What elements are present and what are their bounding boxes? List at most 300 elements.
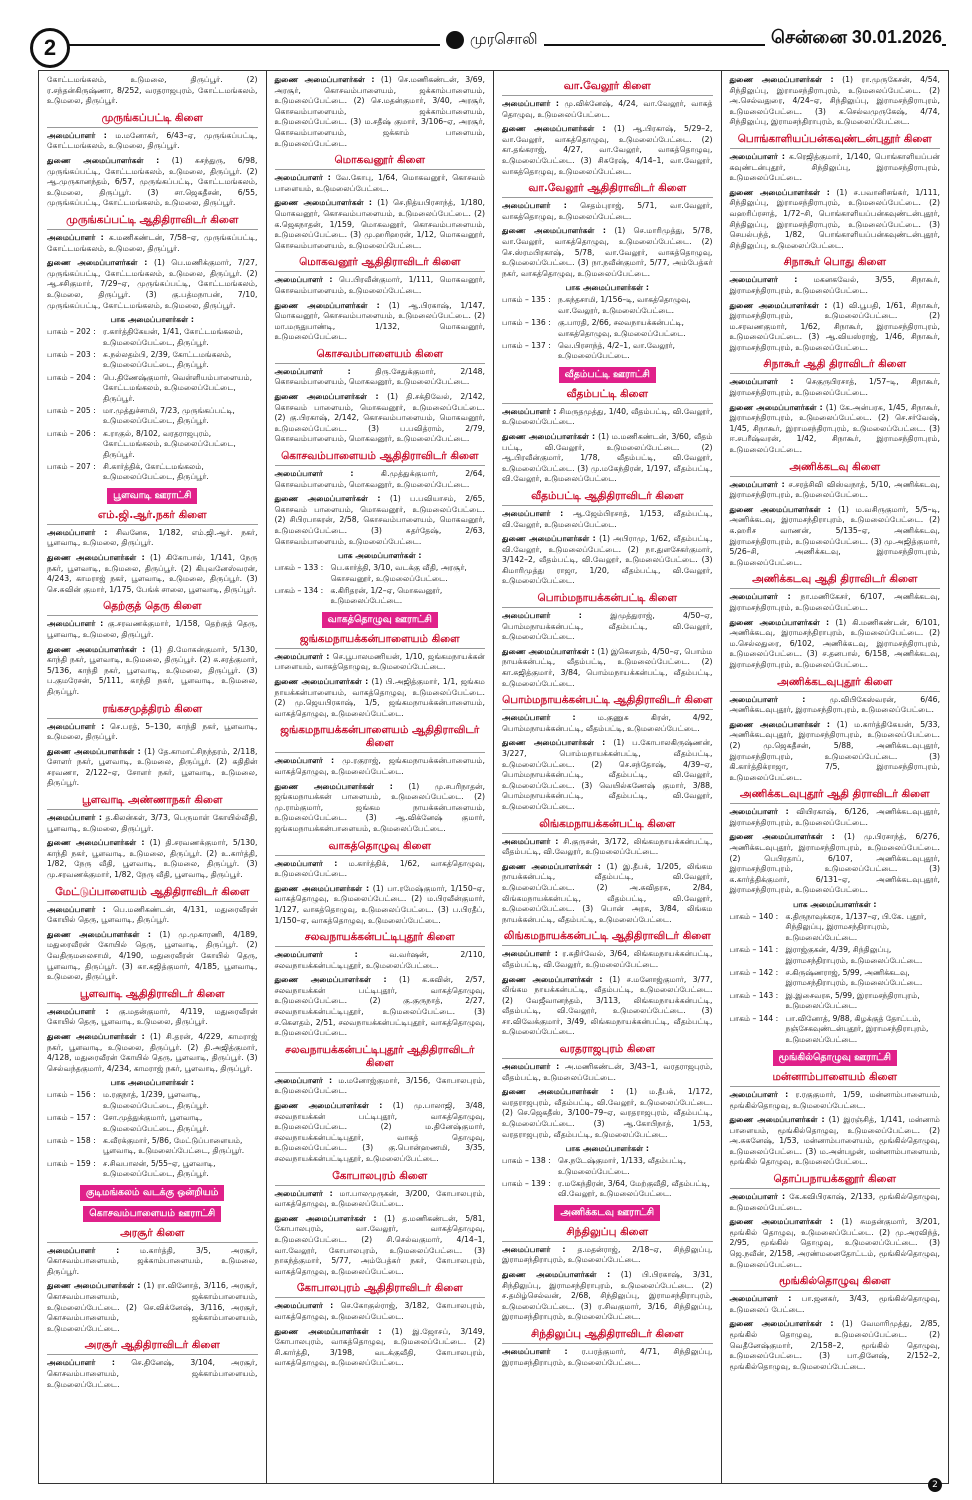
role-label: துணை அமைப்பாளர்கள் : xyxy=(47,258,154,268)
role-label: அமைப்பாளர் : xyxy=(274,651,333,661)
role-label: துணை அமைப்பாளர்கள் : xyxy=(274,392,388,402)
organizer-paragraph xyxy=(730,505,941,569)
role-label: துணை அமைப்பாளர்கள் : xyxy=(47,1281,144,1291)
role-label: துணை அமைப்பாளர்கள் : xyxy=(502,124,614,134)
organizer-paragraph xyxy=(47,645,258,698)
branch-heading: ஜங்கமநாயக்கன்பாளையம் ஆதிதிராவிடர் கிளை xyxy=(275,724,486,753)
section-banner: வீதம்பட்டி ஊராட்சி xyxy=(559,367,656,383)
role-label: துணை அமைப்பாளர்கள் : xyxy=(729,402,826,412)
role-label: அமைப்பாளர் : xyxy=(47,130,116,140)
organizer-text: ர.பரத்குமார், 4/71, சிந்திலுப்பு, இராமசந்திராபுரம், உடுமலைப்பேட்டை. xyxy=(502,1347,713,1367)
organizer-paragraph xyxy=(730,275,941,296)
role-label: துணை அமைப்பாளர்கள் : xyxy=(729,300,833,310)
booth-row xyxy=(730,991,941,1012)
organizer-text: நா.மணிகேசர், 6/107, அணிக்கடவு, இராமசந்திராபுரம், உடுமலைப்பேட்டை. xyxy=(729,592,940,612)
organizer-paragraph xyxy=(47,1032,258,1074)
organizer-paragraph xyxy=(47,75,258,107)
organizer-text: வே.கோபு, 1/64, மொகவனூர், கொசவம் பாளையம், உடுமலைப்பேட்டை. xyxy=(274,173,485,193)
booth-number: பாகம் – 205 : xyxy=(47,405,96,415)
organizer-text: பெ.பிரவீன்குமார், 1/111, மொகவனூர், கொசவம்பாளையம், உடுமலைப்பேட்டை. xyxy=(274,275,486,295)
booth-organizer: சு.நல்லதம்பி, 2/39, கோட்டமங்கலம், உடுமலைப்பேட்டை, திருப்பூர். xyxy=(103,349,232,370)
organizer-paragraph xyxy=(502,407,713,428)
branch-heading: மூங்கில்தொழுவு கிளை xyxy=(730,1275,941,1291)
organizer-text: திரு.சேதுக்குமார், 2/148, கொசவம்பாளையம், மொகவனூர், உடுமலைப்பேட்டை. xyxy=(274,366,485,387)
organizer-paragraph xyxy=(502,713,713,734)
role-label: அமைப்பாளர் : xyxy=(502,99,565,108)
organizer-paragraph xyxy=(730,152,941,184)
organizer-paragraph xyxy=(502,1062,713,1083)
branch-heading: பூளவாடி அண்ணாநகர் கிளை xyxy=(47,794,258,810)
role-label: துணை அமைப்பாளர்கள் : xyxy=(729,617,836,627)
role-label: துணை அமைப்பாளர்கள் : xyxy=(729,1115,829,1125)
booth-row xyxy=(730,945,941,966)
branch-heading: வா.வேலூர் ஆதிதிராவிடர் கிளை xyxy=(502,182,713,198)
role-label: துணை அமைப்பாளர்கள் : xyxy=(274,883,373,893)
role-label: துணை அமைப்பாளர்கள் : xyxy=(502,431,599,441)
booth-row xyxy=(502,295,713,316)
organizer-paragraph xyxy=(275,1327,486,1369)
booth-organizer: ம.ரகுநாத், 1/239, பூளவாடி, உடுமலைப்பேட்டை, திருப்பூர். xyxy=(103,1090,209,1110)
booth-number: பாகம் – 158 : xyxy=(47,1135,96,1145)
role-label: அமைப்பாளர் : xyxy=(47,1245,140,1255)
booth-organizer: பெ.திணேஷ்குமார், வெள்ளியம்பாளையம், கோட்டமங்கலம், உடுமலைப்பேட்டை, திருப்பூர். xyxy=(103,372,253,403)
role-label: துணை அமைப்பாளர்கள் : xyxy=(729,187,837,197)
organizer-text: (1) ம.கார்த்திகேயன், 5/33, அணிக்கடவுபுதூர், இராமசந்திராபுரம், உடுமலைப்பேட்டை. (2) மு.ஜெகதீசன், 5/88, அணிக்கடவுபுதூர், இராமசந்திராபுரம், உடுமலைப்பேட்டை. (3) கி.கார்த்திக்ராஜா, 7/5, இராமசந்திராபுரம், உடுமலைப்பேட்டை. xyxy=(729,719,940,782)
organizer-paragraph xyxy=(47,1358,258,1390)
organizer-text: சிமருதமுத்து, 1/40, வீதம்பட்டி, வி.வேலூர், உடுமலைப்பேட்டை. xyxy=(502,406,713,427)
organizer-text: (1) தே.காமாட்சிநந்தரம், 2/118, சோளர் நகர், பூளவாடி, உடுமலை, திருப்பூர். (2) கதிதின் சரவணா, 2/122–ஏ, சோளர் நகர், பூளவாடி, உடுமலை, திருப்பூர். xyxy=(47,746,258,788)
organizer-paragraph xyxy=(502,124,713,177)
organizer-text: (1) சுமதன்குமார், 3/201, மூங்கில் தொழுவு, உடுமலைப்பேட்டை. (2) மு.அரவிந்த், 2/95, மூங்கில் தொழுவு, உடுமலைப்பேட்டை. (3) ஜெ.நவீன், 2/158, அரண்மனைதோட்டம், மூங்கில்தொழுவு, உடுமலைப்பேட்டை. xyxy=(729,1217,940,1269)
booth-row xyxy=(730,1014,941,1045)
organizer-paragraph xyxy=(275,756,486,777)
organizer-text: ம.கார்த்திக், 1/62, வாகத்தொழுவு, உடுமலைப்பேட்டை. xyxy=(274,858,485,879)
organizer-text: செ.தினேஷ், 3/104, அரசூர், கொசவம்பாளையம், ஜக்காம்பாளையம், உடுமலைப்பேட்டை. xyxy=(47,1358,258,1389)
section-banner: கொசவம்பாளையம் ஊராட்சி xyxy=(83,1206,221,1222)
organizer-paragraph xyxy=(502,226,713,279)
role-label: அமைப்பாளர் : xyxy=(274,275,339,285)
booth-row xyxy=(502,1179,713,1200)
organizer-text: கி.முத்துக்குமார், 2/64, கொசவம்பாளையம், மொகவனூர், உடுமலைப்பேட்டை. xyxy=(274,469,485,489)
organizer-paragraph xyxy=(730,1319,941,1372)
organizer-text: (1) ம.தீபக், 1/172, வரதராஜபுரம், வீதம்பட்டி, வி.வேலூர், உடுமலைப்பேட்டை. (2) செ.ஜெகதீஸ், 3/100–79–ஏ, வரதராஜபுரம், வீதம்பட்டி, உடுமலைப்பேட்டை. (3) ஆ.கோபிநாத், 1/53, வரதராஜபுரம், வீதம்பட்டி, உடுமலைப்பேட்டை. xyxy=(502,1087,713,1139)
organizer-text: (1) செ.நித்யபிரசாந்த், 1/180, மொகவனூர், கொசவம்பாளையம், உடுமலைப்பேட்டை. (2) க.ஜெகநாதன், 1/159, மொகவனூர், கொசவம்பாளையம், உடுமலைப்பேட்டை. (3) மு.ஹரிஹரன், 1/12, மொகவனூர், கொசவம்பாளையம், உடுமலைப்பேட்டை. xyxy=(274,198,485,250)
organizer-paragraph xyxy=(730,301,941,354)
booth-row xyxy=(502,1156,713,1177)
organizer-text: மா.பாலமுருகன், 3/200, கோபாலபுரம், வாகத்தொழுவு, உடுமலைப்பேட்டை. xyxy=(274,1188,485,1209)
footer-page-number: 2 xyxy=(928,1478,942,1492)
branch-heading: கோபாலபுரம் கிளை xyxy=(275,1170,486,1186)
organizer-paragraph xyxy=(502,1347,713,1368)
booth-row xyxy=(47,406,258,427)
role-label: அமைப்பாளர் : xyxy=(729,275,814,285)
role-label: துணை அமைப்பாளர்கள் : xyxy=(502,974,610,984)
role-label: துணை அமைப்பாளர்கள் : xyxy=(274,1213,385,1223)
booth-number: பாகம் – 137 : xyxy=(502,340,551,350)
subsection-label: பாக அமைப்பாளர்கள் : xyxy=(338,551,422,561)
organizer-text: மு.விக்னேஷ், 4/24, வா.வேலூர், வாகத் தொழுவு, உடுமலைப்பேட்டை. xyxy=(502,99,713,119)
organizer-paragraph xyxy=(502,738,713,812)
column-2 xyxy=(267,71,495,1483)
branch-heading: சிநாகூர் ஆதி திராவிடர் கிளை xyxy=(730,358,941,374)
organizer-text: க.ரெஜித்குமார், 1/140, பொங்காளியப்பன் கவுண்டன்புதூர், சிந்திலுப்பு, இராமசந்திராபுரம், உடுமலைப்பேட்டை. xyxy=(729,151,941,183)
booth-row xyxy=(47,1136,258,1157)
role-label: துணை அமைப்பாளர்கள் : xyxy=(729,832,845,842)
organizer-paragraph xyxy=(275,950,486,971)
branch-heading: ஜங்கமநாயக்கன்பாளையம் கிளை xyxy=(275,633,486,649)
organizer-paragraph xyxy=(47,619,258,640)
organizer-paragraph xyxy=(275,275,486,296)
booth-organizer: செ.நடேஷ்குமார், 1/133, வீதம்பட்டி, உடுமலைப்பேட்டை. xyxy=(558,1156,687,1176)
organizer-text: செ.பரத், 5–130, காந்தி நகர், பூளவாடி, உடுமலை, திருப்பூர். xyxy=(47,721,258,742)
role-label: துணை அமைப்பாளர்கள் : xyxy=(274,677,372,686)
organizer-text: கு.மதன்குமார், 4/119, மதுரைவீரன் கோயில் தெரு, பூளவாடி, உடுமலை, திருப்பூர். xyxy=(47,1006,258,1027)
booth-number: பாகம் – 133 : xyxy=(274,563,324,573)
role-label: துணை அமைப்பாளர்கள் : xyxy=(729,719,837,729)
section-banner: அணிக்கடவு ஊராட்சி xyxy=(554,1205,660,1221)
organizer-paragraph xyxy=(730,377,941,398)
role-label: துணை அமைப்பாளர்கள் : xyxy=(274,1326,392,1336)
organizer-text: செதம்புராஜ், 5/71, வா.வேலூர், வாகத்தொழுவு, உடுமலைப்பேட்டை. xyxy=(502,201,713,221)
booth-number: பாகம் – 135 : xyxy=(502,295,551,305)
organizer-paragraph xyxy=(730,1115,941,1168)
role-label: துணை அமைப்பாளர்கள் : xyxy=(47,552,150,562)
booth-organizer: ச.கிருஷ்ணராஜ், 5/99, அணிக்கடவு, இராமசந்திராபுரம், உடுமலைப்பேட்டை. xyxy=(785,968,923,988)
organizer-text: (1) பெ.மணிக்குமார், 7/27, முருங்கப்பட்டி, கோட்டமங்கலம், உடுமலை, திருப்பூர். (2) ஆ.சசிகுமார், 7/29–ஏ, முருங்கப்பட்டி, கோட்டமங்கலம், உடுமலை, திருப்பூர். (3) கு.பத்மநாபன், 7/10, முருங்கப்பட்டி, கோட்டமங்கலம், உடுமலை, திருப்பூர். xyxy=(47,258,258,310)
subsection-label: பாக அமைப்பாளர்கள் : xyxy=(110,1078,194,1088)
booth-organizer: க.ராகுல், 8/102, வரதராஜபுரம், கோட்டமங்கலம், உடுமலைப்பேட்டை, திருப்பூர். xyxy=(103,428,236,459)
organizer-text: (1) சி.தரன், 4/229, காமராஜ் நகர், பூளவாடி, உடுமலை, திருப்பூர். (2) தி.அஜித்குமார், 4/128, மதுரைவீரன் கோயில் தெரு, பூளவாடி, திருப்பூர். (3) செல்வந்தகுமார், 4/234, காமராஜ் நகர், பூளவாடி, திருப்பூர். xyxy=(47,1031,258,1073)
organizer-paragraph xyxy=(275,652,486,673)
role-label: அமைப்பாளர் : xyxy=(729,694,830,704)
section-banner: மூங்கில்தொழுவு ஊராட்சி xyxy=(773,1050,897,1066)
branch-heading: வீதம்பட்டி கிளை xyxy=(502,388,713,404)
role-label: அமைப்பாளர் : xyxy=(47,1358,132,1368)
masthead-title: முரசொலி xyxy=(470,30,538,48)
organizer-paragraph xyxy=(275,392,486,445)
role-label: அமைப்பாளர் : xyxy=(47,527,117,537)
booth-row xyxy=(502,318,713,339)
organizer-paragraph xyxy=(47,156,258,209)
role-label: துணை அமைப்பாளர்கள் : xyxy=(47,644,151,654)
organizer-paragraph xyxy=(730,1090,941,1111)
branch-heading: கோபாலபுரம் ஆதிதிராவிடர் கிளை xyxy=(275,1282,486,1298)
role-label: அமைப்பாளர் : xyxy=(502,836,564,846)
organizer-text: மு.ரகுராஜ், ஜங்கமநாயக்கன்பாளையம், வாகத்தொழுவு, உடுமலைப்பேட்டை. xyxy=(274,756,485,776)
organizer-paragraph xyxy=(275,469,486,490)
booth-number: பாகம் – 206 : xyxy=(47,428,96,438)
organizer-text: ஆ.ஜேம்பிரசாத், 1/153, வீதம்பட்டி, வி.வேலூர், உடுமலைப்பேட்டை. xyxy=(502,508,713,529)
branch-heading: மன்னாம்பாளையம் கிளை xyxy=(730,1071,941,1087)
organizer-paragraph xyxy=(502,432,713,485)
role-label: அமைப்பாளர் : xyxy=(729,479,789,489)
organizer-paragraph xyxy=(275,75,486,149)
role-label: அமைப்பாளர் : xyxy=(502,713,598,723)
organizer-text: (1) தி.சக்திவேல், 2/142, கொசவம் பாளையம், மொகவனூர், உடுமலைப்பேட்டை. (2) கு.பிரகாஷ், 2/142, கொசவம்பாளையம், மொகவனூர், உடுமலைப்பேட்டை. (3) ப.பவித்ராம், 2/79, கொசவம்பாளையம், மொகவனூர், உடுமலைப்பேட்டை. xyxy=(274,392,485,444)
booth-number: பாகம் – 202 : xyxy=(47,327,96,337)
organizer-paragraph xyxy=(730,807,941,828)
organizer-paragraph xyxy=(47,722,258,743)
role-label: துணை அமைப்பாளர்கள் : xyxy=(502,861,607,871)
role-label: அமைப்பாளர் : xyxy=(47,1006,119,1016)
role-label: துணை அமைப்பாளர்கள் : xyxy=(274,300,389,310)
role-label: அமைப்பாளர் : xyxy=(47,813,106,823)
booth-organizer: பா.வினோத், 9/88, கிழக்குத் தோட்டம், நஞ்சேகவுண்டன்புதூர், இராமசந்திராபுரம், உடுமலைப்பேட்டை. xyxy=(785,1013,929,1044)
organizer-text: ம.மனோஜ்குமார், 3/156, கோபாலபுரம், உடுமலைப்பேட்டை. xyxy=(274,1075,486,1096)
organizer-text: அ.மணிகண்டன், 3/43–1, வரதராஜபுரம், வீதம்பட்டி, உடுமலைப்பேட்டை. xyxy=(502,1062,713,1082)
organizer-text: (1) ரா.முருகேசன், 4/54, சிந்திலுப்பு, இராமசந்திராபுரம், உடுமலைப்பேட்டை. (2) அ.செல்வதுரை, 4/24–ஏ, சிந்திலுப்பு, இராமசந்திராபுரம், உடுமலைப்பேட்டை. (3) க.செல்வமுருகேஷ், 4/74, சிந்திலுப்பு, இராமசந்திராபுரம், உடுமலைப்பேட்டை. xyxy=(729,75,940,127)
organizer-text: (1) இ.ஜோசப், 3/149, கோபாலபுரம், வாகத்தொழுவு, உடுமலைப்பேட்டை. (2) சி.கார்த்தி, 3/198, வடக்குவீதி, கோபாலபுரம், வாகத்தொழுவு, உடுமலைப்பேட்டை. xyxy=(274,1326,485,1368)
role-label: அமைப்பாளர் : xyxy=(274,469,381,479)
branch-heading: பூளவாடி ஆதிதிராவிடர் கிளை xyxy=(47,988,258,1004)
organizer-text: பெ.மணிகண்டன், 4/131, மதுரைவீரன் கோயில் தெரு, பூளவாடி, திருப்பூர். xyxy=(47,904,258,925)
booth-row xyxy=(47,1159,258,1180)
organizer-paragraph xyxy=(730,75,941,128)
role-label: அமைப்பாளர் : xyxy=(274,1188,340,1198)
role-label: அமைப்பாளர் : xyxy=(274,366,376,376)
organizer-text: (1) ச.மனோஜ்குமார், 3/77, லிங்கம நாயக்கன்பட்டி, வீதம்பட்டி, உடுமலைப்பேட்டை. (2) வேஜீவானந்தம், 3/113, லிங்கமநாயக்கன்பட்டி, வீதம்பட்டி, வி.வேலூர், உடுமலைப்பேட்டை. (3) சா.விவேக்குமார், 3/49, லிங்கமநாயக்கன்பட்டி, வீதம்பட்டி, உடுமலைப்பேட்டை. xyxy=(502,974,713,1037)
organizer-paragraph xyxy=(47,553,258,595)
branch-heading: அரசூர் ஆதிதிராவிடர் கிளை xyxy=(47,1339,258,1355)
role-label: அமைப்பாளர் : xyxy=(502,1244,578,1254)
booth-number: பாகம் – 142 : xyxy=(729,968,779,978)
branch-heading: சிந்திலுப்பு ஆதிதிராவிடர் கிளை xyxy=(502,1328,713,1344)
organizer-paragraph xyxy=(730,1217,941,1270)
organizer-paragraph xyxy=(275,859,486,880)
branch-heading: அணிக்கடவுபுதூர் கிளை xyxy=(730,676,941,692)
organizer-paragraph xyxy=(730,1294,941,1315)
organizer-text: த.கிலன்கள், 3/73, பெருமாள் கோயில்வீதி, பூளவாடி, உடுமலை, திருப்பூர். xyxy=(47,813,258,833)
organizer-text: க.மணிகண்டன், 7/58–ஏ, முருங்கப்பட்டி, கோட்டமங்கலம், உடுமலை, திருப்பூர். xyxy=(47,232,258,253)
organizer-text: (1) சுசந்துரு, 6/98, முருங்கப்பட்டி, கோட்டமங்கலம், உடுமலை, திருப்பூர். (2) ஆ.முருகானந்தம், 6/57, முருங்கப்பட்டி, கோட்டமங்கலம், உடுமலை, திருப்பூர். (3) சா.ஜெகதீசன், 6/55, முருங்கப்பட்டி, கோட்டமங்கலம், உடுமலை, திருப்பூர். xyxy=(47,155,258,208)
organizer-paragraph xyxy=(730,618,941,671)
organizer-paragraph xyxy=(502,949,713,970)
organizer-paragraph xyxy=(275,782,486,835)
booth-number: பாகம் – 207 : xyxy=(47,461,96,471)
organizer-text: (1) செ.மாரிமுத்து, 5/78, வா.வேலூர், வாகத்தொழுவு, உடுமலைப்பேட்டை. (2) செ.ஸ்ரமபிரகாஷ், 5/78, வா.வேலூர், வாகத்தொழுவு, உடுமலைப்பேட்டை. (3) நா.நவீன்குமார், 5/77, அம்பேத்கர் நகர், வாகத்தொழுவு, உடுமலைப்பேட்டை. xyxy=(502,226,713,278)
role-label: துணை அமைப்பாளர்கள் : xyxy=(274,75,381,84)
booth-number: பாகம் – 144 : xyxy=(729,1013,779,1023)
branch-heading: பொம்மநாயக்கன்பட்டி ஆதிதிராவிடர் கிளை xyxy=(502,694,713,710)
organizer-text: செ.பூபாலமணியன், 1/10, ஜங்கமநாயக்கன் பாளையம், வாகத்தொழுவு, உடுமலைப்பேட்டை. xyxy=(274,651,485,672)
branch-heading: வா.வேலூர் கிளை xyxy=(502,80,713,96)
organizer-paragraph xyxy=(47,1007,258,1028)
branch-heading: சிந்திலுப்பு கிளை xyxy=(502,1226,713,1242)
booth-row xyxy=(47,373,258,404)
organizer-text: வ.வர்ஷன், 2/110, சலவநாயக்கன்பட்டிபுதூர், உடுமலைப்பேட்டை. xyxy=(274,950,486,970)
role-label: துணை அமைப்பாளர்கள் : xyxy=(274,1101,393,1111)
organizer-text: (1) செ.மணிகண்டன், 3/69, அரசூர், கொசவம்பாளையம், ஜக்காம்பாளையம், உடுமலைப்பேட்டை. (2) செ.மதன்குமார், 3/40, அரசூர், கொசவம்பாளையம், ஜக்காம்பாளையம், உடுமலைப்பேட்டை. (3) ம.சதீஷ் குமார், 3/106–ஏ, அரசூர், கொசவம்பாளையம், ஜக்காம் பாளையம், உடுமலைப்பேட்டை. xyxy=(274,75,485,148)
branch-heading: பொம்மநாயக்கன்பட்டி கிளை xyxy=(502,592,713,608)
booth-row xyxy=(47,429,258,460)
booth-row xyxy=(730,912,941,943)
booth-row xyxy=(47,462,258,483)
organizer-paragraph xyxy=(730,720,941,784)
organizer-paragraph xyxy=(502,1270,713,1323)
organizer-paragraph xyxy=(502,647,713,689)
role-label: அமைப்பாளர் : xyxy=(274,1075,339,1085)
role-label: அமைப்பாளர் : xyxy=(274,173,336,183)
organizer-paragraph xyxy=(730,188,941,252)
branch-heading: மொகவனூர் கிளை xyxy=(275,154,486,170)
branch-heading: பொங்காளியப்பன்கவுண்டன்புதூர் கிளை xyxy=(730,133,941,149)
role-label: அமைப்பாளர் : xyxy=(274,950,390,960)
organizer-paragraph xyxy=(47,131,258,152)
section-banner: பூளவாடி ஊராட்சி xyxy=(107,488,197,504)
role-label: அமைப்பாளர் : xyxy=(502,1347,582,1356)
subsection-label: பாக அமைப்பாளர்கள் : xyxy=(793,900,877,910)
branch-heading: முருங்கப்பட்டி கிளை xyxy=(47,112,258,128)
organizer-text: (1) க.கவின், 2/57, சலவநாயக்கன் பட்டிபுதூர், வாகத்தொழுவு, உடுமலைப்பேட்டை. (2) கு.குருநாத், 2/27, சலவநாயக்கன்பட்டிபுதூர், உடுமலைப்பேட்டை. (3) ச.கௌதம், 2/51, சலவநாயக்கன்பட்டிபுதூர், வாகத்தொழுவு, உடுமலைப்பேட்டை. xyxy=(274,975,485,1038)
organizer-paragraph xyxy=(47,838,258,880)
organizer-paragraph xyxy=(502,201,713,222)
organizer-paragraph xyxy=(47,233,258,254)
booth-row xyxy=(47,350,258,371)
role-label: அமைப்பாளர் : xyxy=(274,756,343,766)
branch-heading: ரங்கசமுத்திரம் கிளை xyxy=(47,703,258,719)
booth-number: பாகம் – 156 : xyxy=(47,1090,96,1100)
organizer-text: ச.சரத்சிவி விஸ்வநாத், 5/10, அணிக்கடவு, இராமசந்திராபுரம், உடுமலைப்பேட்டை. xyxy=(729,479,941,500)
organizer-paragraph xyxy=(502,99,713,120)
booth-organizer: க.திருநாவுக்கரசு, 1/137–ஏ, பி.கே. புதூர், சிந்திலுப்பு, இராமசந்திராபுரம், உடுமலைப்பேட்டை. xyxy=(785,912,927,942)
role-label: அமைப்பாளர் : xyxy=(729,1089,796,1099)
role-label: அமைப்பாளர் : xyxy=(729,592,801,602)
organizer-paragraph xyxy=(730,695,941,716)
role-label: துணை அமைப்பாளர்கள் : xyxy=(502,534,600,544)
organizer-paragraph xyxy=(275,301,486,343)
organizer-text: (1) கி.மணிகண்டன், 6/101, அணிக்கடவு, இராமசந்திராபுரம், உடுமலைப்பேட்டை. (2) ம.செல்லதுரை, 6/102, அணிக்கடவு, இராமசந்திராபுரம், உடுமலைப்பேட்டை. (3) ச.தனபால், 6/158, அணிக்கடவு, இராமசந்திராபுரம், உடுமலைப்பேட்டை. xyxy=(729,617,940,669)
booth-organizer: பெ.கார்த்தி, 3/10, வடக்கு வீதி, அரசூர், கொசவனூர், உடுமலைப்பேட்டை. xyxy=(330,563,467,583)
organizer-paragraph xyxy=(275,198,486,251)
organizer-text: (1) தி.மோகன்குமார், 5/130, காந்தி நகர், பூளவாடி, உடுமலை, திருப்பூர். (2) சு.சரத்குமார், 5/136, காந்தி நகர், பூளவாடி, உடுமலை, திருப்பூர். (3) ப.குமரேசன், 5/111, காந்தி நகர், பூளவாடி, உடுமலை, திருப்பூர். xyxy=(47,644,258,696)
booth-number: பாகம் – 141 : xyxy=(729,945,779,955)
role-label: அமைப்பாளர் : xyxy=(502,201,581,211)
role-label: அமைப்பாளர் : xyxy=(729,151,789,161)
booth-number: பாகம் – 138 : xyxy=(502,1156,551,1166)
booth-organizer: வெ.பிரசாந்த், 4/2–1, வா.வேலூர், உடுமலைப்பேட்டை. xyxy=(558,340,675,361)
organizer-text: (1) பா.ரமேஷ்குமார், 1/150–ஏ, வாகத்தொழுவு, உடுமலைப்பேட்டை. (2) ம.பிரவீன்குமார், 1/127, வாகத்தொழுவு, உடுமலைப்பேட்டை. (3) ப.பிரதீப், 1/150–ஏ, வாகத்தொழுவு, உடுமலைப்பேட்டை. xyxy=(274,883,485,925)
role-label: துணை அமைப்பாளர்கள் : xyxy=(274,198,378,208)
booth-number: பாகம் – 203 : xyxy=(47,349,96,359)
organizer-text: (1) பி.அஜித்குமார், 1/1, ஜங்கம நாயக்கன்பாளையம், வாகத்தொழுவு, உடுமலைப்பேட்டை. (2) மு.ஜெயபிரகாஷ், 1/5, ஜங்கமநாயக்கன்பாளையம், வாகத்தொழுவு, உடுமலைப்பேட்டை. xyxy=(274,677,485,718)
organizer-text: (1) மு.பிரசாந்த், 6/276, அணிக்கடவுபுதூர், இராமசந்திராபுரம், உடுமலைப்பேட்டை. (2) பெபிரதாப், 6/107, அணிக்கடவுபுதூர், இராமசந்திராபுரம், உடுமலைப்பேட்டை. (3) க.கார்த்திக்குமார், 6/131–ஏ, அணிக்கடவுபுதூர், இராமசந்திராபுரம், உடுமலைப்பேட்டை. xyxy=(729,832,940,895)
branch-heading: லிங்கமநாயக்கன்பட்டி கிளை xyxy=(502,818,713,834)
organizer-paragraph xyxy=(502,975,713,1039)
branch-heading: மேட்டுப்பாளையம் ஆதிதிராவிடர் கிளை xyxy=(47,886,258,902)
column-3 xyxy=(494,71,722,1483)
role-label: அமைப்பாளர் : xyxy=(47,619,108,629)
organizer-paragraph xyxy=(275,677,486,719)
organizer-text: (1) ப.கோபாலகிருஷ்ணன், 3/227, பொம்மநாயக்கன்பட்டி, வீதம்பட்டி, உடுமலைப்பேட்டை. (2) செ.சந்தோஷ், 4/39–ஏ, பொம்மநாயக்கன்பட்டி, வீதம்பட்டி, வி.வேலூர், உடுமலைப்பேட்டை. (3) வெயில்கணேஷ் குமார், 3/88, பொம்மநாயக்கன்பட்டி, வீதம்பட்டி, வி.வேலூர், உடுமலைப்பேட்டை. xyxy=(502,738,713,811)
organizer-text: (1) த.மணிகண்டன், 5/81, கோபாலபுரம், வா.வேலூர், வாகத்தொழுவு, உடுமலைப்பேட்டை. (2) சி.செல்வகுமார், 4/14–1, வா.வேலூர், கோபாலபுரம், உடுமலைப்பேட்டை. (3) நாகந்த்குமார், 5/77, அம்பேத்கர் நகர், கோபாலபுரம், வாகத்தொழுவு, உடுமலைப்பேட்டை. xyxy=(274,1213,485,1276)
role-label: துணை அமைப்பாளர்கள் : xyxy=(729,504,838,514)
subsection-label: பாக அமைப்பாளர்கள் : xyxy=(110,315,194,325)
role-label: துணை அமைப்பாளர்கள் : xyxy=(47,929,160,939)
organizer-text: (1) இகௌதம், 4/50–ஏ, பொம்ம நாயக்கன்பட்டி, வீதம்பட்டி, உடுமலைப்பேட்டை. (2) கா.சுஜித்குமார், 3/84, பொம்மநாயக்கன்பட்டி, வீதம்பட்டி, உடுமலைப்பேட்டை. xyxy=(502,646,713,688)
booth-organizer: சி.கார்த்திக், கோட்டமங்கலம், உடுமலைப்பேட்டை, திருப்பூர். xyxy=(103,461,209,482)
organizer-text: (1) ம.மணிகண்டன், 3/60, வீதம் பட்டி, வி.வேலூர், உடுமலைப்பேட்டை. (2) ஆ.பிரவீன்குமார், 1/78, வீதம்பட்டி, வி.வேலூர், உடுமலைப்பேட்டை. (3) மு.மகேந்திரன், 1/197, வீதம்பட்டி, வி.வேலூர், உடுமலைப்பேட்டை. xyxy=(502,431,713,484)
organizer-paragraph xyxy=(47,747,258,789)
section-banner: வாகத்தொழுவு ஊராட்சி xyxy=(322,612,438,628)
booth-row xyxy=(47,1090,258,1111)
organizer-text: (1) இ.தீபக், 1/205, லிங்கம நாயக்கன்பட்டி, வீதம்பட்டி, வி.வேலூர், உடுமலைப்பேட்டை. (2) அ.சுவிதரசு, 2/84, லிங்கமநாயக்கன்பட்டி, வீதம்பட்டி, வி.வேலூர், உடுமலைப்பேட்டை. (3) பொன் அரசு, 3/84, லிங்கம நாயக்கன்பட்டி, வீதம்பட்டி, உடுமலைப்பேட்டை. xyxy=(502,861,713,924)
booth-number: பாகம் – 140 : xyxy=(729,912,779,922)
role-label: அமைப்பாளர் : xyxy=(729,807,797,817)
role-label: அமைப்பாளர் : xyxy=(729,1294,802,1304)
organizer-paragraph xyxy=(502,611,713,643)
role-label: துணை அமைப்பாளர்கள் : xyxy=(274,494,390,504)
booth-row xyxy=(47,327,258,348)
role-label: துணை அமைப்பாளர்கள் : xyxy=(274,975,399,985)
organizer-paragraph xyxy=(47,1246,258,1278)
organizer-text: மு.விபிகேஸ்வரன், 6/46, அணிக்கடவுபுதூர், இராமசந்திராபுரம், உடுமலைப்பேட்டை. xyxy=(729,694,941,715)
organizer-paragraph xyxy=(275,1189,486,1210)
newspaper-logo-icon xyxy=(446,31,464,49)
role-label: அமைப்பாளர் : xyxy=(729,1192,790,1202)
organizer-text: ம.கார்த்தி, 3/5, அரசூர், கொசவம்பாளையம், ஜக்காம்பாளையம், உடுமலை, திருப்பூர். xyxy=(47,1245,258,1276)
organizer-paragraph xyxy=(275,975,486,1039)
role-label: அமைப்பாளர் : xyxy=(274,858,349,868)
masthead xyxy=(440,30,544,50)
organizer-paragraph xyxy=(275,1301,486,1322)
booth-number: பாகம் – 134 : xyxy=(274,586,324,595)
organizer-text: கு.சரவணக்குமார், 1/158, தெற்குத் தெரு, பூளவாடி, உடுமலை, திருப்பூர். xyxy=(47,619,258,639)
role-label: அமைப்பாளர் : xyxy=(502,508,573,518)
organizer-text: (1) ப.பவியாசம், 2/65, கொசவம் பாளையம், மொகவனூர், உடுமலைப்பேட்டை. (2) சிபிரபாகரன், 2/58, கொசவம்பாளையம், மொகவனூர், உடுமலைப்பேட்டை. (3) சுதர்தேஷ், 2/63, கொசவம்பாளையம், உடுமலைப்பேட்டை. xyxy=(274,494,485,546)
role-label: அமைப்பாளர் : xyxy=(47,721,110,731)
organizer-paragraph xyxy=(730,832,941,896)
booth-organizer: ர.மகேந்திரன், 3/64, மேற்குவீதி, வீதம்பட்டி, வி.வேலூர், உடுமலைப்பேட்டை. xyxy=(558,1179,710,1199)
role-label: அமைப்பாளர் : xyxy=(274,1301,341,1311)
organizer-text: (1) ம.வசிருகுமார், 5/5–டி, அணிக்கடவு, இராமசந்திராபுரம், உடுமலைப்பேட்டை. (2) க.ஹரிச வாணன், 5/135–ஏ, அணிக்கடவு, இராமசந்திராபுரம், உடுமலைப்பேட்டை. (3) மு.அஜித்குமார், 5/26–சி, அணிக்கடவு, இராமசந்திராபுரம், உடுமலைப்பேட்டை. xyxy=(729,504,940,567)
organizer-text: சி.குருசன், 3/172, லிங்கமநாயக்கன்பட்டி, வீதம்பட்டி, வி.வேலூர், உடுமலைப்பேட்டை. xyxy=(502,836,713,857)
organizer-text: (1) ரா.வினோத், 3/116, அரசூர், கொசவம்பாளையம், ஜக்காம்பாளையம், உடுமலைப்பேட்டை. (2) செ.விக்னேஷ், 3/116, அரசூர், கொசவம்பாளையம், ஜக்காம்பாளையம், உடுமலைப்பேட்டை. xyxy=(47,1281,258,1333)
role-label: துணை அமைப்பாளர்கள் : xyxy=(502,738,614,748)
role-label: துணை அமைப்பாளர்கள் : xyxy=(502,1270,621,1280)
organizer-paragraph xyxy=(502,509,713,530)
subsection-label: பாக அமைப்பாளர்கள் : xyxy=(565,1144,649,1154)
column-4 xyxy=(722,71,949,1483)
organizer-text: (1) ஆ.பிரகாஷ், 5/29–2, வா.வேலூர், வாகத்தொழுவு, உடுமலைப்பேட்டை. (2) கா.தங்கராஜ், 4/27, வா.வேலூர், வாகத்தொழுவு, உடுமலைப்பேட்டை. (3) சிசுரேஷ், 4/14–1, வா.வேலூர், வாகத்தொழுவு, உடுமலைப்பேட்டை. xyxy=(502,124,713,176)
booth-number: பாகம் – 136 : xyxy=(502,318,551,328)
organizer-text: ம.மனோகர், 6/43–ஏ, முருங்கப்பட்டி, கோட்டமங்கலம், உடுமலை, திருப்பூர். xyxy=(47,130,258,151)
branch-heading: தொப்பநாயக்கனூர் கிளை xyxy=(730,1173,941,1189)
organizer-paragraph xyxy=(502,837,713,858)
booth-number: பாகம் – 143 : xyxy=(729,990,779,1000)
booth-organizer: ச.சிவபாலன், 5/55–ஏ, பூளவாடி, உடுமலைப்பேட்டை, திருப்பூர். xyxy=(103,1158,216,1179)
branch-heading: சலவநாயக்கன்பட்டிபுதூர் ஆதிதிராவிடர் கிளை xyxy=(275,1044,486,1073)
role-label: துணை அமைப்பாளர்கள் : xyxy=(729,1217,842,1227)
branch-heading: அணிக்கடவு கிளை xyxy=(730,461,941,477)
subsection-label: பாக அமைப்பாளர்கள் : xyxy=(565,283,649,293)
role-label: துணை அமைப்பாளர்கள் : xyxy=(47,746,145,756)
organizer-text: பா.ஜனகர், 3/43, மூங்கில்தொழுவு, உடுமலைப் பேட்டை. xyxy=(729,1294,940,1314)
organizer-text: (1) வேமாரிமுத்து, 2/85, மூங்கில் தொழுவு, உடுமலைப்பேட்டை. (2) வெதீனேஷ்குமார், 2/158–2, மூங்கில் தொழுவு, உடுமலைப்பேட்டை. (3) பா.தினேஷ், 2/152–2, மூங்கில்தொழுவு, உடுமலைப்பேட்டை. xyxy=(729,1319,940,1371)
branch-heading: அணிக்கடவு ஆதி திராவிடர் கிளை xyxy=(730,573,941,589)
booth-organizer: சோ.முத்துக்குமார், பூளவாடி, உடுமலைப்பேட்டை, திருப்பூர். xyxy=(103,1113,209,1133)
booth-organizer: இ.இசைவரசு, 5/99, இராமசந்திராபுரம், உடுமலைப்பேட்டை. xyxy=(785,990,920,1011)
role-label: துணை அமைப்பாளர்கள் : xyxy=(729,1319,842,1329)
organizer-text: ர.ரகுகுமார், 1/59, மன்னாம்பாளையம், மூங்கில்தொழுவு, உடுமலைப்பேட்டை. xyxy=(729,1089,940,1110)
organizer-text: (1) மு.முகாரணி, 4/189, மதுரைவீரன் கோயில் தெரு, பூளவாடி, திருப்பூர். (2) வேதிருமலைசாமி, 4/190, மதுரைவீரன் கோயில் தெரு, பூளவாடி, திருப்பூர். (3) கா.சுஜித்குமார், 4/185, பூளவாடி, உடுமலை, திருப்பூர். xyxy=(47,929,258,982)
role-label: துணை அமைப்பாளர்கள் : xyxy=(729,75,843,84)
organizer-paragraph xyxy=(275,367,486,388)
column-1 xyxy=(39,71,267,1483)
branch-heading: வரதராஜபுரம் கிளை xyxy=(502,1043,713,1059)
booth-organizer: ந.கந்தசாமி, 1/156–டி, வாகத்தொழுவு, வா.வேலூர், உடுமலைப்பேட்டை. xyxy=(558,295,691,315)
organizer-text: (1) இரஞ்சித், 1/141, மன்னாம் பாளையம், மூங்கில்தொழுவு, உடுமலைப்பேட்டை. (2) அ.சுகனேஷ், 1/53, மன்னாம்பாளையம், மூங்கில்தொழுவு, உடுமலைப்பேட்டை. (3) ம.அன்பழன், மன்னாம்பாளையம், மூங்கில் தொழுவு, உடுமலைப்பேட்டை. xyxy=(729,1115,940,1167)
organizer-paragraph xyxy=(730,1192,941,1213)
